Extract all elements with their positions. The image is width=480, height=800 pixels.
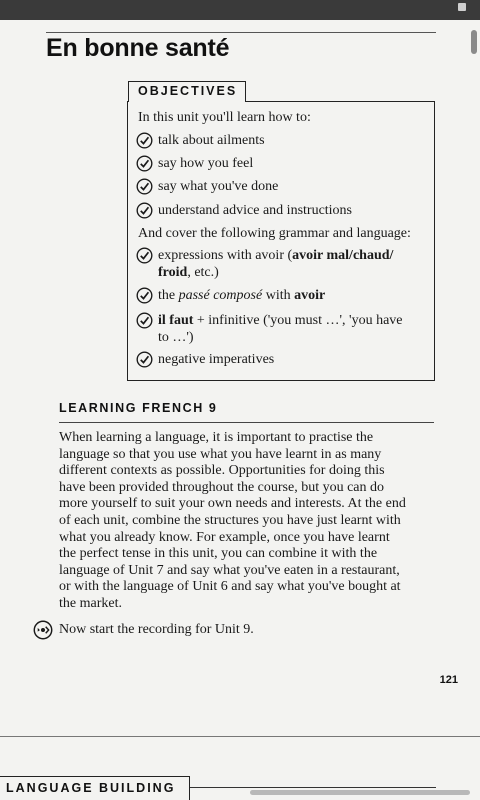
page-top-rule [46,32,436,33]
objectives-cover-intro: And cover the following grammar and language: [138,226,411,241]
grammar-text [158,312,428,346]
section-rule [59,422,434,423]
paragraph-line: more yourself to suit your own needs and interests. At the end [59,496,406,512]
check-circle-icon [136,132,153,149]
status-bar [0,0,480,20]
grammar-text-line [158,248,393,263]
section-heading: LEARNING FRENCH 9 [59,401,218,415]
objective-item [136,155,428,172]
audio-cd-icon [33,620,53,640]
check-circle-icon [136,247,153,264]
grammar-text-line [158,313,403,328]
objective-item [136,178,428,195]
grammar-text-line [158,330,194,345]
check-circle-icon [136,202,153,219]
book-page [0,20,480,740]
unit-title: En bonne santé [46,34,230,62]
paragraph-line: language of Unit 7 and say what you've eaten in a restaurant, [59,562,400,578]
text-run: with [262,288,295,303]
text-run: negative imperatives [158,352,275,367]
paragraph-line: language so that you use what you have learnt in as many [59,446,382,462]
text-run: to …') [158,330,194,345]
paragraph-line: When learning a language, it is important to practise the [59,430,374,445]
audio-instruction[interactable] [33,620,254,640]
bold-term: avoir mal/chaud/ [292,248,394,263]
check-circle-icon [136,351,153,368]
language-building-tab: LANGUAGE BUILDING [0,776,190,800]
objective-text: say how you feel [158,156,254,171]
text-run: expressions with avoir ( [158,248,293,263]
horizontal-scroll-indicator [250,790,470,795]
text-run: + infinitive ('you must …', 'you have [193,313,403,328]
grammar-text [158,247,428,281]
check-circle-icon [136,155,153,172]
objectives-intro: In this unit you'll learn how to: [138,110,311,125]
bold-term: il faut [158,313,194,328]
paragraph-line: different contexts as possible. Opportunities for doing this [59,463,385,479]
objective-item [136,132,428,149]
objectives-tab: OBJECTIVES [128,81,246,102]
grammar-item [136,287,428,304]
page-number: 121 [439,674,458,686]
audio-instruction-text: Now start the recording for Unit 9. [59,622,254,637]
text-run: the [158,288,179,303]
grammar-text-line [158,288,325,303]
grammar-item [136,351,428,368]
paragraph-line: what you already know. For example, once you have learnt [59,529,390,545]
text-run: , etc.) [187,265,219,280]
paragraph-line: the perfect tense in this unit, you can combine it with the [59,546,378,562]
italic-term: passé composé [178,288,263,303]
check-circle-icon [136,178,153,195]
paragraph-line: have been provided throughout the course, but you can do [59,479,385,495]
body-paragraph [59,430,437,613]
objective-text: say what you've done [158,179,279,194]
paragraph-line: of each unit, combine the structures you have just learnt with [59,512,401,528]
check-circle-icon [136,287,153,304]
paragraph-line: or with the language of Unit 6 and say what you've bought at [59,579,401,595]
grammar-text [158,351,428,368]
grammar-text [158,287,428,304]
grammar-text-line [158,265,219,280]
bold-term: avoir [294,288,326,303]
check-circle-icon [136,312,153,329]
objective-text: talk about ailments [158,133,265,148]
paragraph-line: the market. [59,595,122,611]
scrollbar-thumb[interactable] [471,30,477,54]
status-indicator-icon [458,3,466,11]
grammar-item [136,312,428,346]
objective-item [136,202,428,219]
objective-text: understand advice and instructions [158,203,353,218]
bold-term: froid [158,265,188,280]
grammar-item [136,247,428,281]
next-page-top-rule [0,736,480,737]
grammar-text-line [158,352,274,367]
